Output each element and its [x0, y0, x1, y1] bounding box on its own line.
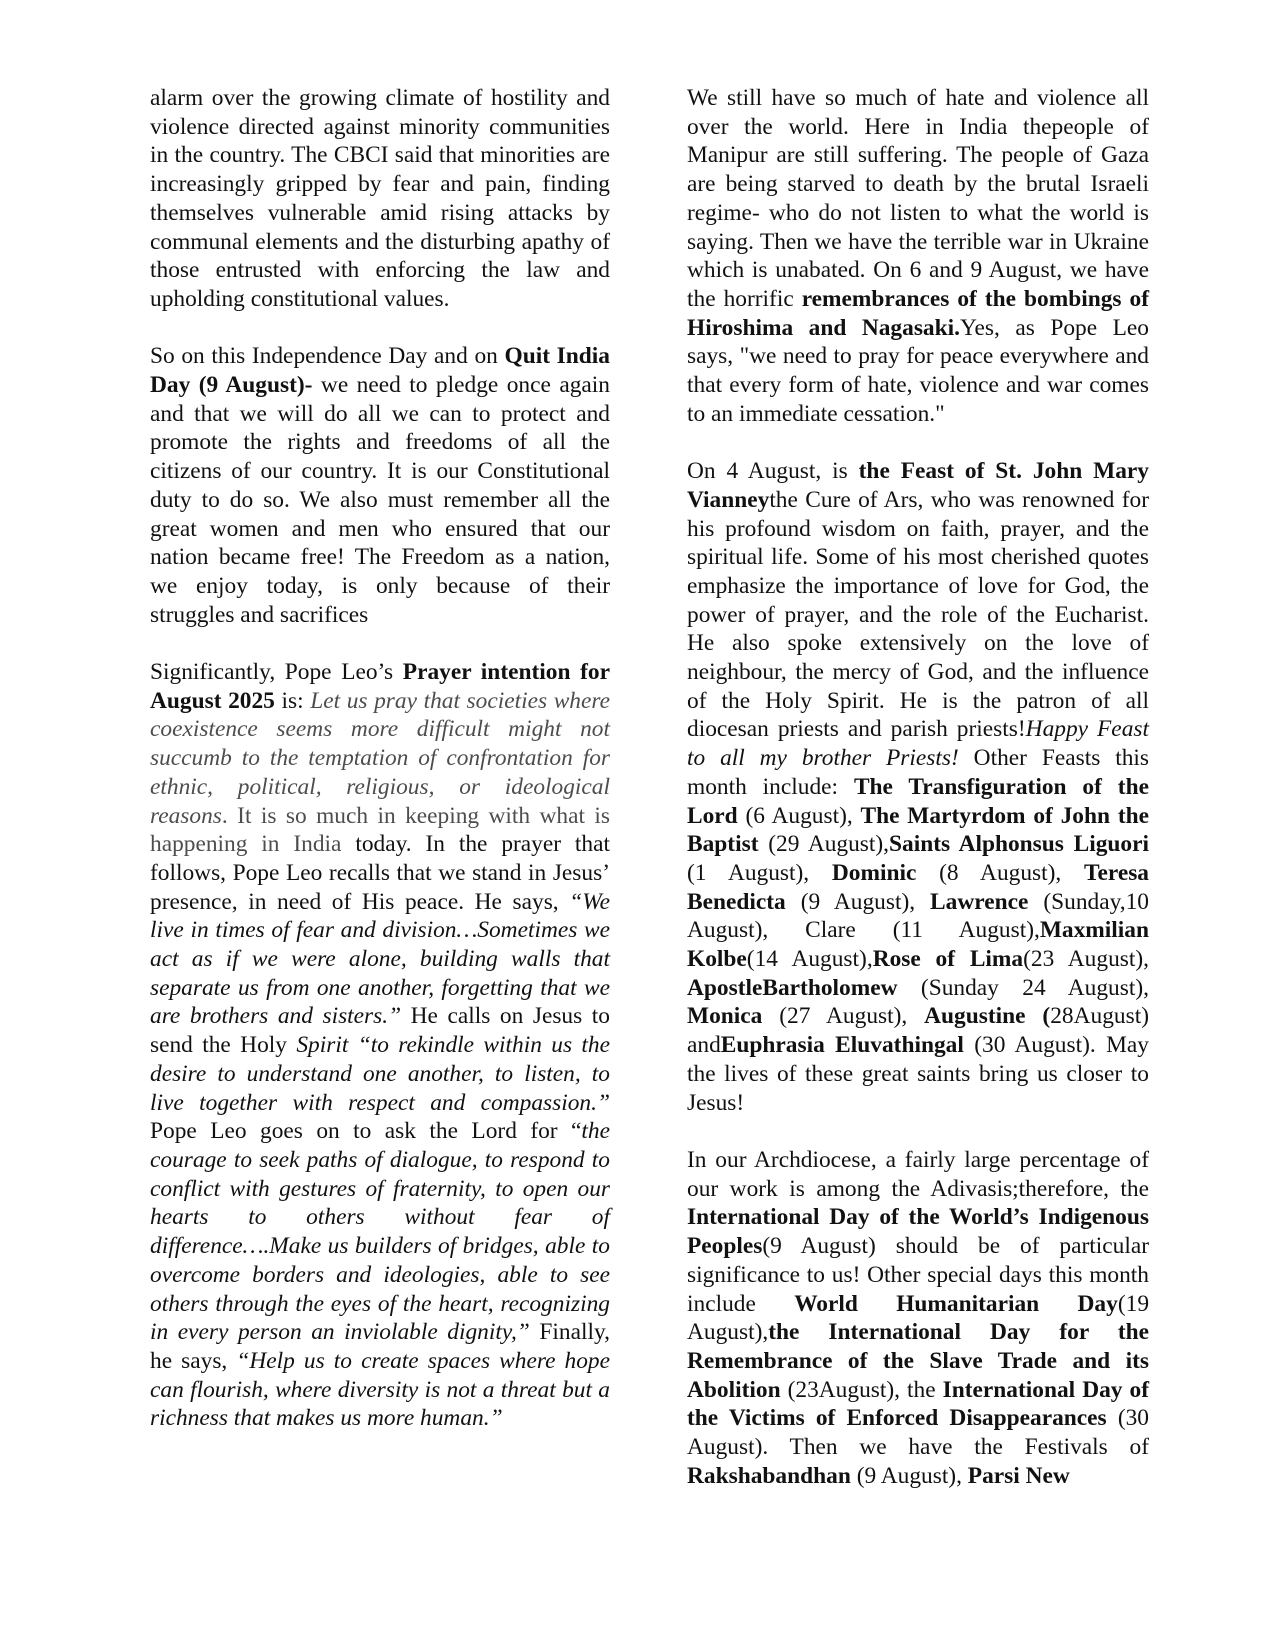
day-enforced-disappearances: International Day of the Victims of Enforced Disappearances — [687, 1376, 1149, 1432]
paragraph-special-days: In our Archdiocese, a fairly large percentage of our work is among the Adivasis;therefore, the International Day of the World’s Indigenous Peoples(9 August) should be of particular significance to us! Other special days this month include World Humanitarian Day(19 August),the International Day for the Remembrance of the Slave Trade and its Abolition (23August), the International Day of the Victims of Enforced Disappearances (30 August). Then we have the Festivals of Rakshabandhan (9 August), Parsi New — [687, 1146, 1150, 1489]
feast-augustine: Augustine ( — [924, 1003, 1051, 1030]
day-slave-trade-remembrance: the International Day for the Remembrance of the Slave Trade and its Abolition — [687, 1319, 1149, 1403]
prayer-intention-text: Let us pray that societies where coexistence seems more difficult might not succumb to the temptation of confrontation for ethnic, political, religious, or ideological reasons — [150, 687, 610, 829]
paragraph-independence-day: So on this Independence Day and on Quit India Day (9 August)- we need to pledge once again and that we will do all we can to protect and promote the rights and freedoms of all the citizens of our country. It is our Constitutional duty to do so. We also must remember all the great women and men who ensured that our nation became free! The Freedom as a nation, we enjoy today, is only because of their struggles and sacrifices — [150, 343, 610, 628]
feast-dominic: Dominic — [831, 859, 917, 886]
paragraph-prayer-intention: Significantly, Pope Leo’s Prayer intention for August 2025 is: Let us pray that societies where coexistence seems more difficult might not succumb to the temptation of confrontation for ethnic, political, religious, or ideological reasons. It is so much in keeping with what is happening in India today. In the prayer that follows, Pope Leo recalls that we stand in Jesus’ presence, in need of His peace. He says, “We live in times of fear and division…Sometimes we act as if we were alone, building walls that separate us from one another, forgetting that we are brothers and sisters.” He calls on Jesus to send the Holy Spirit “to rekindle within us the desire to understand one another, to listen, to live together with respect and compassion.” Pope Leo goes on to ask the Lord for “the courage to seek paths of dialogue, to respond to conflict with gestures of fraternity, to open our hearts to others without fear of difference….Make us builders of bridges, able to overcome borders and ideologies, able to see others through the eyes of the heart, recognizing in every person an inviolable dignity,” Finally, he says, “Help us to create spaces where hope can flourish, where diversity is not a threat but a richness that makes us more human.” — [150, 659, 611, 1432]
left-column — [150, 84, 610, 1433]
prayer-intention-heading: Prayer intention for August 2025 — [150, 659, 610, 714]
festival-rakshabandhan: Rakshabandhan — [687, 1462, 851, 1489]
quote-courage-dialogue: the courage to seek paths of dialogue, to respond to conflict with gestures of fraternity, to open our hearts to others without fear of difference….Make us builders of bridges, able to overcome borders and ideologies, able to see others through the eyes of the heart, recognizing in every person an inviolable dignity,” — [150, 1118, 610, 1346]
quote-holy-spirit: Spirit “to rekindle within us the desire to understand one another, to listen, to live together with respect and compassion.” — [150, 1032, 611, 1116]
hiroshima-nagasaki-remembrance: remembrances of the bombings of Hiroshima and Nagasaki. — [687, 285, 1149, 341]
feast-lawrence: Lawrence — [930, 888, 1029, 915]
feast-transfiguration: The Transfiguration of the Lord — [687, 773, 1149, 829]
feast-martyrdom-john-baptist: The Martyrdom of John the Baptist — [687, 802, 1150, 858]
right-column — [687, 84, 1149, 1490]
day-indigenous-peoples: International Day of the World’s Indigenous Peoples — [687, 1204, 1149, 1260]
feast-rose-of-lima: Rose of Lima — [872, 946, 1024, 973]
paragraph-hate-violence: We still have so much of hate and violence all over the world. Here in India thepeople of Manipur are still suffering. The people of Gaza are being starved to death by the brutal Israeli regime- who do not listen to what the world is saying. Then we have the terrible war in Ukraine which is unabated. On 6 and 9 August, we have the horrific remembrances of the bombings of Hiroshima and Nagasaki.Yes, as Pope Leo says, "we need to pray for peace everywhere and that every form of hate, violence and war comes to an immediate cessation." — [687, 85, 1149, 427]
quote-fear-division: “We live in times of fear and division…Sometimes we act as if we were alone, building walls that separate us from one another, forgetting that we are brothers and sisters.” — [150, 888, 610, 1030]
feast-teresa-benedicta: Teresa Benedicta — [687, 859, 1150, 915]
feast-bartholomew: ApostleBartholomew — [687, 974, 898, 1001]
paragraph-cbci-alarm: alarm over the growing climate of hostility and violence directed against minority communities in the country. The CBCI said that minorities are increasingly gripped by fear and pain, finding themselves vulnerable amid rising attacks by communal elements and the disturbing apathy of those entrusted with enforcing the law and upholding constitutional values. — [150, 85, 610, 312]
day-humanitarian: World Humanitarian Day — [794, 1290, 1118, 1317]
feast-maxmilian-kolbe: Maxmilian Kolbe — [687, 917, 1149, 973]
feast-monica: Monica — [687, 1003, 763, 1030]
quit-india-day: Quit India Day (9 August)- — [150, 343, 610, 399]
feast-john-vianney: the Feast of St. John Mary Vianney — [687, 458, 1149, 513]
feast-euphrasia-eluvathingal: Euphrasia Eluvathingal — [720, 1032, 964, 1059]
happy-feast-greeting: Happy Feast to all my brother Priests! — [687, 716, 1149, 772]
paragraph-feasts: On 4 August, is the Feast of St. John Mary Vianneythe Cure of Ars, who was renowned for his profound wisdom on faith, prayer, and the spiritual life. Some of his most cherished quotes emphasize the importance of love for God, the power of prayer, and the role of the Eucharist. He also spoke extensively on the love of neighbour, the mercy of God, and the influence of the Holy Spirit. He is the patron of all diocesan priests and parish priests!Happy Feast to all my brother Priests! Other Feasts this month include: The Transfiguration of the Lord (6 August), The Martyrdom of John the Baptist (29 August),Saints Alphonsus Liguori (1 August), Dominic (8 August), Teresa Benedicta (9 August), Lawrence (Sunday,10 August), Clare (11 August),Maxmilian Kolbe(14 August),Rose of Lima(23 August), ApostleBartholomew (Sunday 24 August), Monica (27 August), Augustine (28August) andEuphrasia Eluvathingal (30 August). May the lives of these great saints bring us closer to Jesus! — [687, 458, 1150, 1116]
quote-spaces-hope: “Help us to create spaces where hope can flourish, where diversity is not a threat but a richness that makes us more human.” — [150, 1347, 610, 1432]
festival-parsi-new-year: Parsi New — [967, 1462, 1070, 1489]
feast-alphonsus-liguori: Saints Alphonsus Liguori — [889, 831, 1149, 858]
